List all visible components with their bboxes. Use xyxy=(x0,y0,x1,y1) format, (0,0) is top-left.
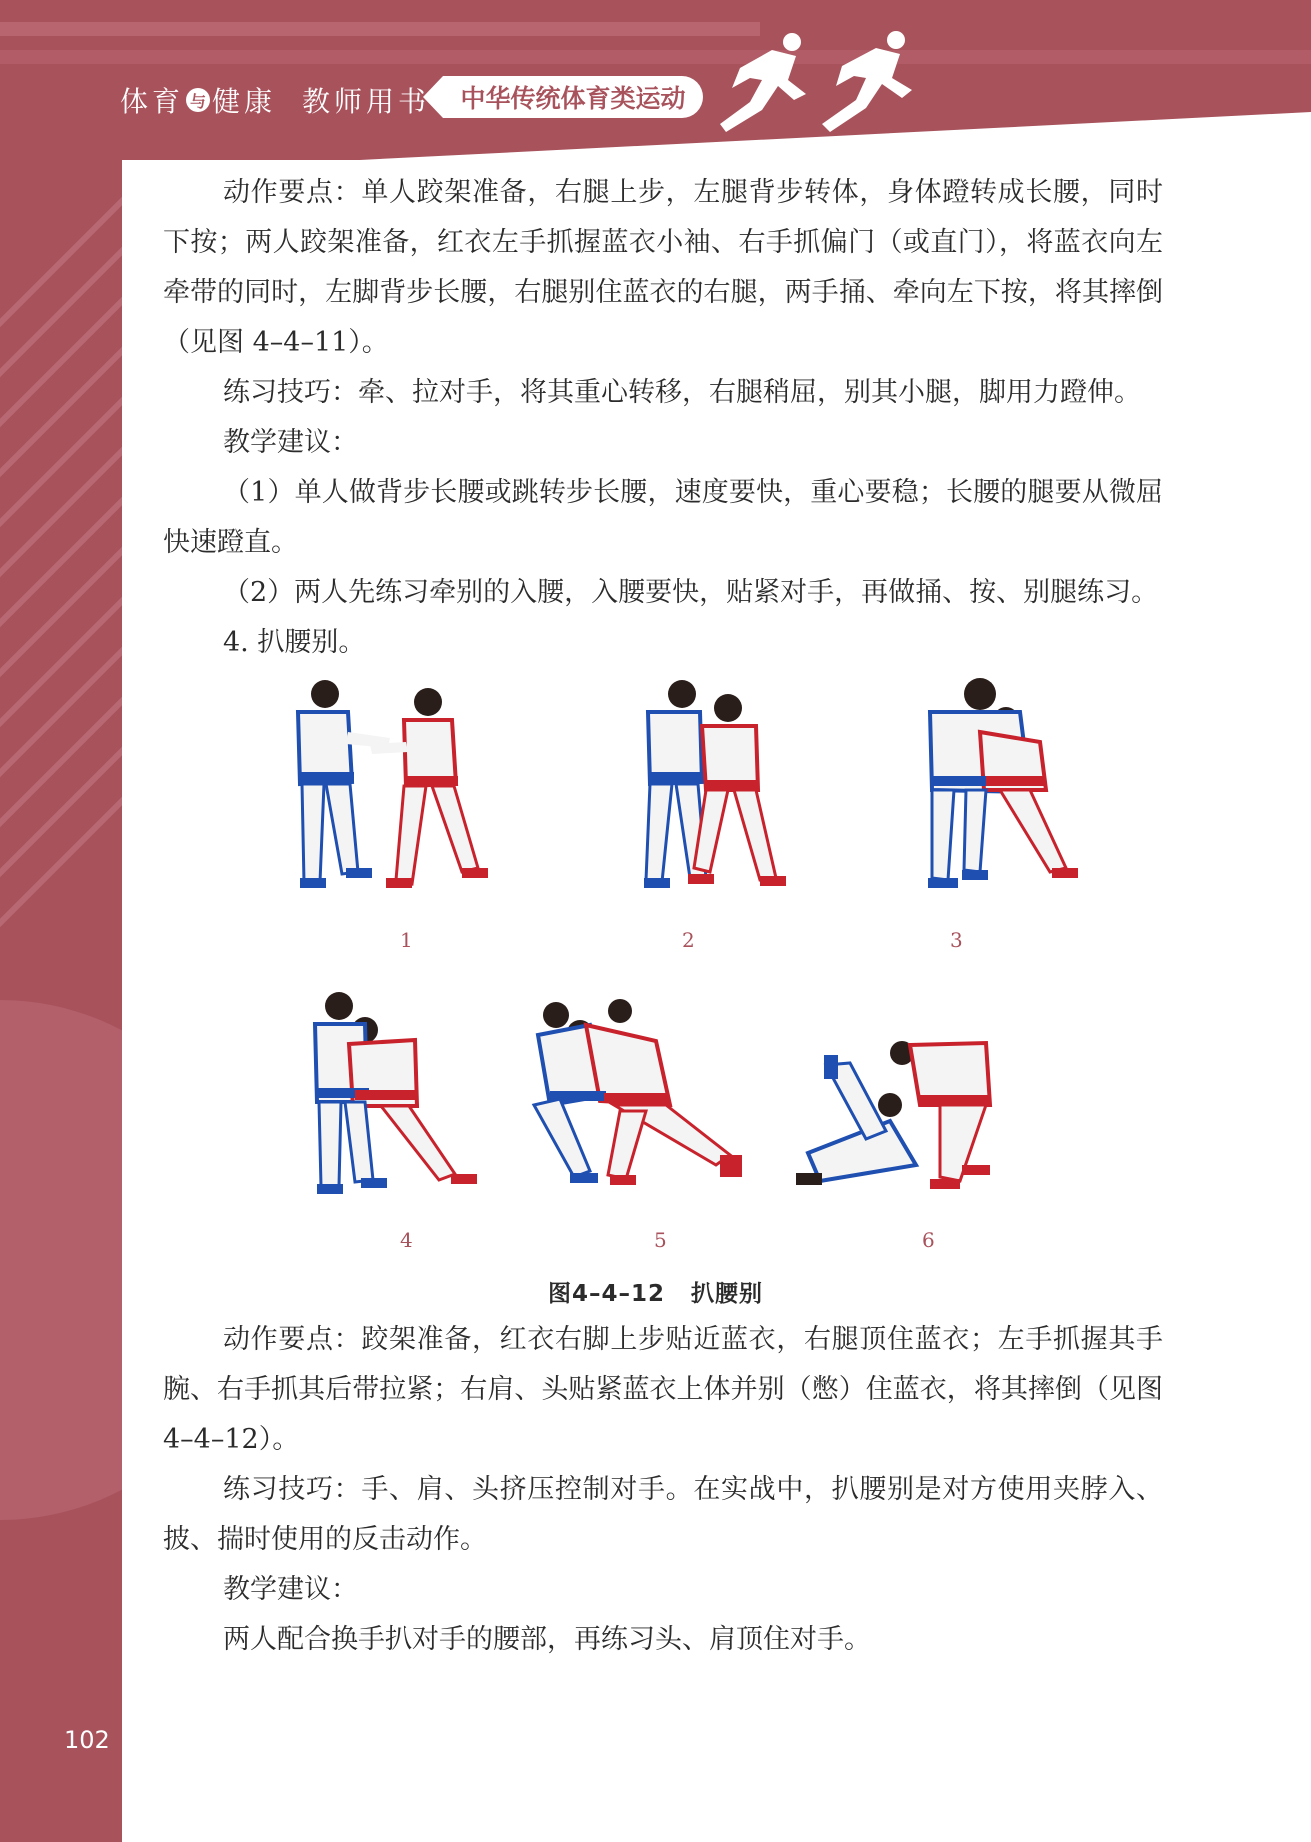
figure-photo-2 xyxy=(590,672,800,902)
figure-photo-4 xyxy=(305,990,490,1200)
book-title-right: 健康 xyxy=(212,85,277,118)
paragraph: 教学建议： xyxy=(223,1574,358,1605)
figure-label: 1 xyxy=(400,928,413,952)
body-text-bottom xyxy=(163,1315,1163,1665)
page-number: 102 xyxy=(64,1726,110,1754)
paragraph: （1）单人做背步长腰或跳转步长腰，速度要快，重心要稳；长腰的腿要从微屈快速蹬直。 xyxy=(163,477,1163,558)
book-title xyxy=(120,80,430,120)
figure-photo-6 xyxy=(790,1035,1020,1195)
figure-label: 4 xyxy=(400,1228,413,1252)
figure-label: 3 xyxy=(950,928,963,952)
book-role: 教师用书 xyxy=(302,85,431,118)
figure-label: 5 xyxy=(654,1228,667,1252)
figure-caption-title: 扒腰别 xyxy=(691,1281,763,1307)
figure-caption xyxy=(0,1275,1311,1308)
paragraph: 练习技巧：牵、拉对手，将其重心转移，右腿稍屈，别其小腿，脚用力蹬伸。 xyxy=(223,377,1141,408)
paragraph: 两人配合换手扒对手的腰部，再练习头、肩顶住对手。 xyxy=(223,1624,871,1655)
figure-label: 6 xyxy=(922,1228,935,1252)
paragraph: 动作要点：跤架准备，红衣右脚上步贴近蓝衣，右腿顶住蓝衣；左手抓握其手腕、右手抓其后带拉紧；右肩、头贴紧蓝衣上体并别（憋）住蓝衣，将其摔倒（见图 4–4–12）。 xyxy=(163,1324,1163,1455)
logo-icon: 与 xyxy=(186,88,210,112)
runners-icon xyxy=(710,28,930,138)
section-tab: 中华传统体育类运动 xyxy=(443,76,703,118)
header-stripe xyxy=(0,22,760,36)
figure-photo-3 xyxy=(870,672,1090,902)
paragraph: （2）两人先练习牵别的入腰，入腰要快，贴紧对手，再做捅、按、别腿练习。 xyxy=(223,577,1159,608)
paragraph: 动作要点：单人跤架准备，右腿上步，左腿背步转体，身体蹬转成长腰，同时下按；两人跤架准备，红衣左手抓握蓝衣小袖、右手抓偏门（或直门），将蓝衣向左牵带的同时，左脚背步长腰，右腿别住蓝衣的右腿，两手捅、牵向左下按，将其摔倒（见图 4–4–11）。 xyxy=(163,177,1163,358)
paragraph: 教学建议： xyxy=(223,427,358,458)
figure-photo-5 xyxy=(530,995,760,1195)
paragraph: 练习技巧：手、肩、头挤压控制对手。在实战中，扒腰别是对方使用夹脖入、披、揣时使用的反击动作。 xyxy=(163,1474,1163,1555)
section-heading: 4. 扒腰别。 xyxy=(223,627,366,658)
figure-photo-1 xyxy=(240,672,520,902)
body-text-top xyxy=(163,168,1163,668)
header-stripe xyxy=(0,50,1311,64)
figure-caption-id: 图4–4–12 xyxy=(547,1281,665,1307)
figure-label: 2 xyxy=(682,928,695,952)
sidebar-circle xyxy=(0,1000,122,1520)
sidebar-decoration xyxy=(0,150,122,1842)
book-title-left: 体育 xyxy=(120,85,185,118)
